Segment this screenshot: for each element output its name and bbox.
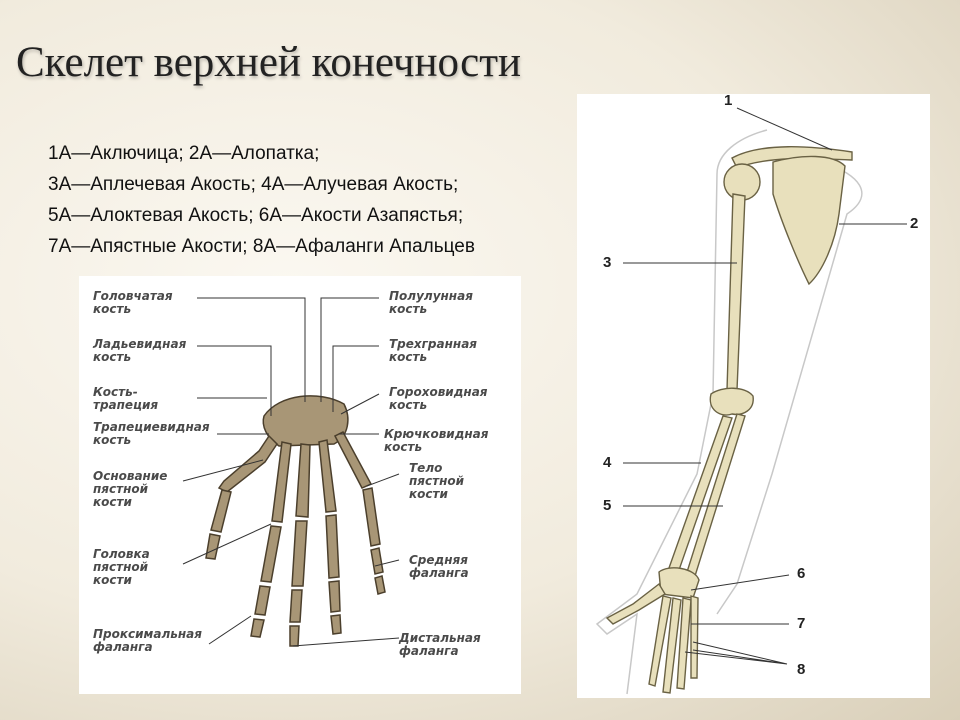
hand-skeleton-diagram [79,276,521,694]
arm-number-4: 4 [603,454,612,471]
arm-number-8: 8 [797,661,806,678]
label-metacarpal-base: Основание пястной кости [93,469,168,509]
label-metacarpal-body: Тело пястной кости [409,461,465,501]
slide-title: Скелет верхней конечности [16,39,521,86]
arm-skeleton-illustration [577,94,930,698]
legend-line-4: 7А—Апястные Акости; 8А—Афаланги Апальцев [48,236,475,257]
legend-line-1: 1А—Аключица; 2А—Алопатка; [48,143,320,164]
arm-number-3: 3 [603,254,612,271]
label-proximal-phalanx: Проксимальная фаланга [93,627,202,654]
label-trapezoid: Трапециевидная кость [93,420,210,447]
label-capitate: Головчатая кость [93,289,173,316]
bone-legend [48,138,475,262]
arm-number-1: 1 [724,92,733,109]
label-distal-phalanx: Дистальная фаланга [399,631,481,658]
arm-skeleton-diagram [577,94,930,698]
label-scaphoid: Ладьевидная кость [93,337,187,364]
label-middle-phalanx: Средняя фаланга [409,553,469,580]
legend-line-3: 5А—Алоктевая Акость; 6А—Акости Азапястья; [48,205,464,226]
label-triquetrum: Трехгранная кость [389,337,477,364]
arm-number-7: 7 [797,615,806,632]
label-hamate: Крючковидная кость [384,427,489,454]
label-lunate: Полулунная кость [389,289,473,316]
arm-number-6: 6 [797,565,806,582]
label-trapezium: Кость- трапеция [93,385,159,412]
arm-number-5: 5 [603,497,612,514]
label-pisiform: Гороховидная кость [389,385,488,412]
legend-line-2: 3А—Аплечевая Акость; 4А—Алучевая Акость; [48,174,459,195]
label-metacarpal-head: Головка пястной кости [93,547,150,587]
arm-number-2: 2 [910,215,919,232]
